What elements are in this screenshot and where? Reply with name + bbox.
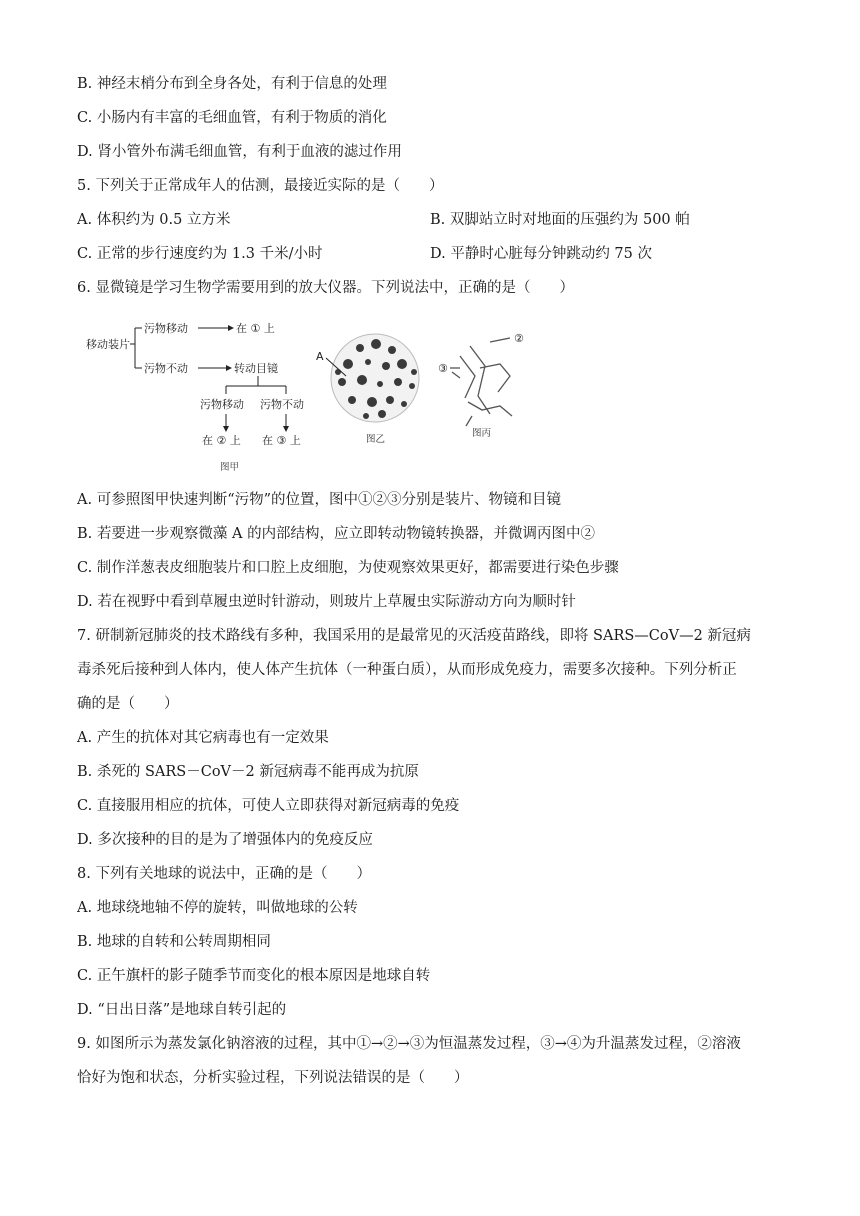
q4-option-b: B. 神经末梢分布到全身各处，有利于信息的处理 bbox=[77, 76, 387, 92]
microscope-figure-svg bbox=[80, 306, 540, 476]
flow-dirt-moves-2: 污物移动 bbox=[200, 398, 244, 411]
q8-option-a: A. 地球绕地轴不停的旋转，叫做地球的公转 bbox=[77, 900, 358, 916]
flow-dirt-moves: 污物移动 bbox=[144, 322, 188, 335]
q4-option-c: C. 小肠内有丰富的毛细血管，有利于物质的消化 bbox=[77, 110, 387, 126]
q5-option-b: B. 双脚站立时对地面的压强约为 500 帕 bbox=[430, 212, 690, 228]
q6-option-b: B. 若要进一步观察微藻 A 的内部结构，应立即转动物镜转换器，并微调丙图中② bbox=[77, 526, 596, 542]
flow-dirt-still-2: 污物不动 bbox=[260, 398, 304, 411]
q9-stem-line1: 9. 如图所示为蒸发氯化钠溶液的过程，其中①→②→③为恒温蒸发过程，③→④为升温蒸发过程，②溶液 bbox=[77, 1036, 741, 1052]
label-2: ② bbox=[514, 332, 524, 345]
microscope-sketch bbox=[452, 338, 512, 426]
q5-stem: 5. 下列关于正常成年人的估测，最接近实际的是（ ） bbox=[77, 178, 444, 194]
flow-on-3: 在 ③ 上 bbox=[262, 434, 301, 447]
q7-option-b: B. 杀死的 SARS－CoV－2 新冠病毒不能再成为抗原 bbox=[77, 764, 419, 780]
flow-on-1: 在 ① 上 bbox=[236, 322, 275, 335]
flow-dirt-still: 污物不动 bbox=[144, 362, 188, 375]
q7-stem-line3: 确的是（ ） bbox=[77, 696, 179, 712]
q7-option-c: C. 直接服用相应的抗体，可使人立即获得对新冠病毒的免疫 bbox=[77, 798, 460, 814]
flow-rotate-eyepiece: 转动目镜 bbox=[234, 362, 278, 375]
caption-bing: 图丙 bbox=[472, 428, 492, 439]
q6-option-c: C. 制作洋葱表皮细胞装片和口腔上皮细胞，为使观察效果更好，都需要进行染色步骤 bbox=[77, 560, 619, 576]
q5-option-c: C. 正常的步行速度约为 1.3 千米/小时 bbox=[77, 246, 323, 262]
q5-option-d: D. 平静时心脏每分钟跳动约 75 次 bbox=[430, 246, 652, 262]
q5-option-a: A. 体积约为 0.5 立方米 bbox=[77, 212, 231, 228]
q7-option-d: D. 多次接种的目的是为了增强体内的免疫反应 bbox=[77, 832, 373, 848]
label-a: A bbox=[316, 350, 324, 363]
q7-option-a: A. 产生的抗体对其它病毒也有一定效果 bbox=[77, 730, 329, 746]
caption-jia: 图甲 bbox=[220, 462, 240, 473]
q6-stem: 6. 显微镜是学习生物学需要用到的放大仪器。下列说法中，正确的是（ ） bbox=[77, 280, 574, 296]
q9-stem-line2: 恰好为饱和状态，分析实验过程，下列说法错误的是（ ） bbox=[77, 1070, 469, 1086]
q8-option-b: B. 地球的自转和公转周期相同 bbox=[77, 934, 271, 950]
q8-option-d: D. “日出日落”是地球自转引起的 bbox=[77, 1002, 287, 1018]
microscope-figure bbox=[80, 306, 540, 476]
flow-move-slide: 移动装片 bbox=[86, 338, 130, 351]
q6-option-d: D. 若在视野中看到草履虫逆时针游动，则玻片上草履虫实际游动方向为顺时针 bbox=[77, 594, 576, 610]
label-3: ③ bbox=[438, 362, 448, 375]
q8-stem: 8. 下列有关地球的说法中，正确的是（ ） bbox=[77, 866, 371, 882]
q8-option-c: C. 正午旗杆的影子随季节而变化的根本原因是地球自转 bbox=[77, 968, 431, 984]
q7-stem-line1: 7. 研制新冠肺炎的技术路线有多种，我国采用的是最常见的灭活疫苗路线，即将 SARS—CoV—2 新冠病 bbox=[77, 628, 751, 644]
q7-stem-line2: 毒杀死后接种到人体内，使人体产生抗体（一种蛋白质），从而形成免疫力，需要多次接种。下列分析正 bbox=[77, 662, 737, 678]
q4-option-d: D. 肾小管外布满毛细血管，有利于血液的滤过作用 bbox=[77, 144, 402, 160]
caption-yi: 图乙 bbox=[366, 434, 386, 445]
q6-option-a: A. 可参照图甲快速判断“污物”的位置，图中①②③分别是装片、物镜和目镜 bbox=[77, 492, 562, 508]
flow-on-2: 在 ② 上 bbox=[202, 434, 241, 447]
